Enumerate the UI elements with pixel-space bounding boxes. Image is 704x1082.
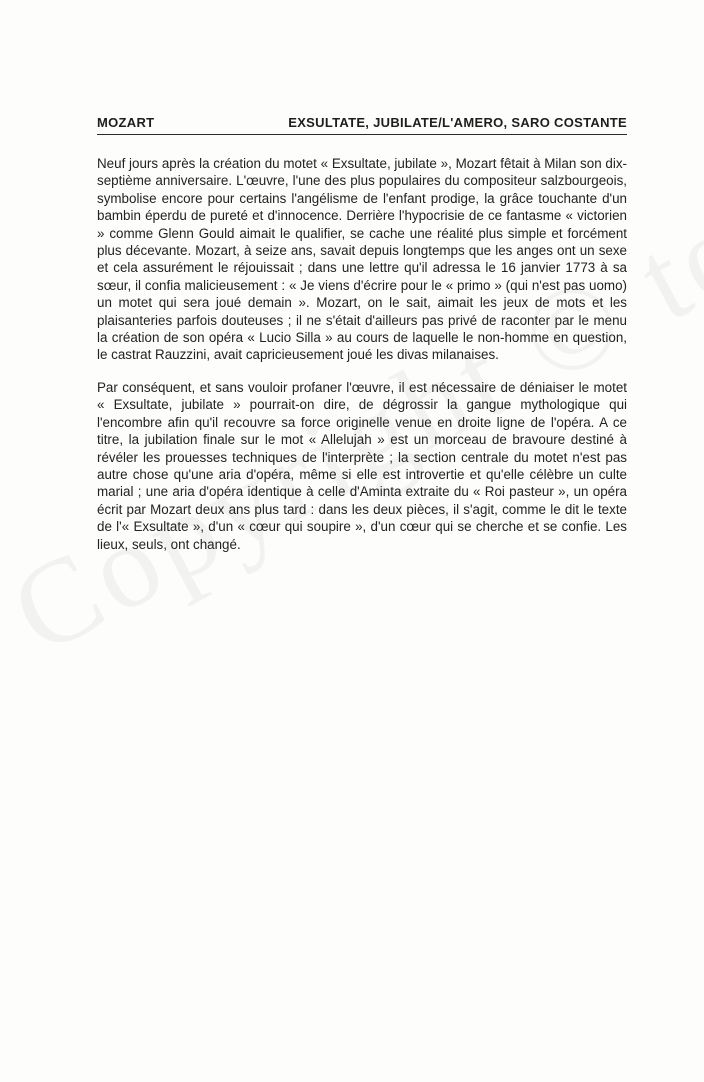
composer-name: MOZART (97, 115, 155, 130)
paragraph: Neuf jours après la création du motet « Exsultate, jubilate », Mozart fêtait à Milan son dix-septième anniversaire. L'œuvre, l'une des plus populaires du compositeur salzbourgeois, symbolise encore pour certains l'angélisme de l'enfant prodige, la grâce touchante d'un bambin éperdu de pureté et d'innocence. Derrière l'hypocrisie de ce fantasme « victorien » comme Glenn Gould aimait le qualifier, se cache une réalité plus simple et forcément plus décevante. Mozart, à seize ans, savait depuis longtemps que les anges ont un sexe et cela assurément le réjouissait ; dans une lettre qu'il adressa le 16 janvier 1773 à sa sœur, il confia malicieusement : « Je viens d'écrire pour le « primo » (qui n'est pas uomo) un motet qui sera joué demain ». Mozart, on le sait, aimait les jeux de mots et les plaisanteries parfois douteuses ; il ne s'était d'ailleurs pas privé de raconter par le menu la création de son opéra « Lucio Silla » au cours de laquelle le non-homme en question, le castrat Rauzzini, avait capricieusement joué les divas milanaises. (97, 156, 627, 363)
article-body (97, 155, 627, 568)
paragraph: Par conséquent, et sans vouloir profaner l'œuvre, il est nécessaire de déniaiser le motet « Exsultate, jubilate » pourrait-on dire, de dégrossir la gangue mythologique qui l'encombre afin qu'il recouvre sa force originelle venue en droite ligne de l'opéra. A ce titre, la jubilation finale sur le mot « Allelujah » est un morceau de bravoure destiné à révéler les prouesses techniques de l'interprète ; la section centrale du motet n'est pas autre chose qu'une aria d'opéra, même si elle est introvertie et qu'elle célèbre un culte marial ; une aria d'opéra identique à celle d'Aminta extraite du « Roi pasteur », un opéra écrit par Mozart deux ans plus tard : dans les deux pièces, il s'agit, comme le dit le texte de l'« Exsultate », d'un « cœur qui soupire », d'un cœur qui se cherche et se confie. Les lieux, seuls, ont changé. (97, 379, 627, 552)
page-header (97, 112, 627, 135)
work-title: EXSULTATE, JUBILATE/L'AMERO, SARO COSTANTE (288, 115, 627, 130)
